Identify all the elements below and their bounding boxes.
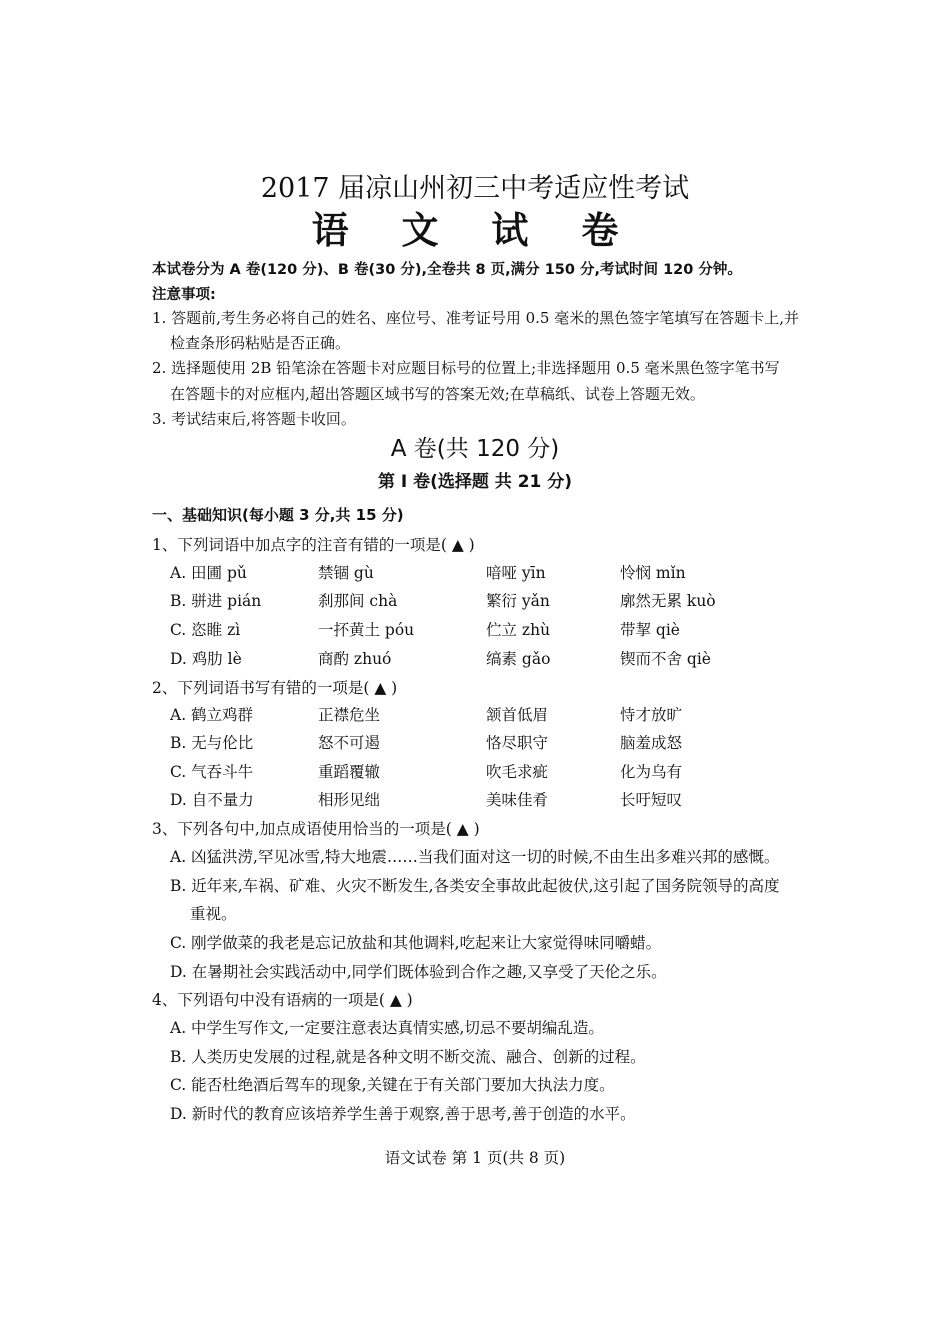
q2-c-4: 化为乌有 xyxy=(620,763,683,781)
q2-c-3: 吹毛求疵 xyxy=(486,763,549,781)
q1-c-3: 伫立 zhù xyxy=(486,621,551,639)
q2-a-1: A. 鹤立鸡群 xyxy=(170,706,254,724)
q1-a-3: 喑哑 yīn xyxy=(486,564,546,582)
q4-option-b: B. 人类历史发展的过程,就是各种文明不断交流、融合、创新的过程。 xyxy=(170,1048,646,1066)
q1-b-1: B. 骈进 pián xyxy=(170,592,262,610)
q1-b-2: 刹那间 chà xyxy=(318,592,398,610)
q2-option-row-d xyxy=(170,788,850,810)
q1-b-3: 繁衍 yǎn xyxy=(486,592,550,610)
q2-c-2: 重蹈覆辙 xyxy=(318,763,381,781)
notice-item-2: 2. 选择题使用 2B 铅笔涂在答题卡对应题目标号的位置上;非选择题用 0.5 毫米黑色签字笔书写 xyxy=(152,359,780,377)
q2-b-2: 怒不可遏 xyxy=(318,734,381,752)
q2-a-3: 颔首低眉 xyxy=(486,706,549,724)
q2-b-3: 恪尽职守 xyxy=(486,734,549,752)
question-1-stem: 1、下列词语中加点字的注音有错的一项是( ▲ ) xyxy=(152,536,475,554)
q1-option-row-d xyxy=(170,647,850,669)
part-heading: 一、基础知识(每小题 3 分,共 15 分) xyxy=(152,506,404,524)
notice-item-1: 1. 答题前,考生务必将自己的姓名、座位号、准考证号用 0.5 毫米的黑色签字笔填写在答题卡上,并 xyxy=(152,309,800,327)
q1-c-4: 带挈 qiè xyxy=(620,621,680,639)
q2-c-1: C. 气吞斗牛 xyxy=(170,763,254,781)
q3-option-d: D. 在暑期社会实践活动中,同学们既体验到合作之趣,又享受了天伦之乐。 xyxy=(170,963,667,981)
q1-d-1: D. 鸡肋 lè xyxy=(170,650,242,668)
notice-item-2-cont: 在答题卡的对应框内,超出答题区域书写的答案无效;在草稿纸、试卷上答题无效。 xyxy=(170,385,705,403)
q2-b-4: 脑羞成怒 xyxy=(620,734,683,752)
q4-option-d: D. 新时代的教育应该培养学生善于观察,善于思考,善于创造的水平。 xyxy=(170,1105,636,1123)
q2-d-3: 美味佳肴 xyxy=(486,791,549,809)
q1-a-1: A. 田圃 pǔ xyxy=(170,564,247,582)
q1-option-row-a xyxy=(170,561,850,583)
q2-b-1: B. 无与伦比 xyxy=(170,734,254,752)
q3-option-c: C. 刚学做菜的我老是忘记放盐和其他调料,吃起来让大家觉得味同嚼蜡。 xyxy=(170,934,662,952)
q2-option-row-a xyxy=(170,703,850,725)
q2-a-4: 恃才放旷 xyxy=(620,706,683,724)
q4-option-c: C. 能否杜绝酒后驾车的现象,关键在于有关部门要加大执法力度。 xyxy=(170,1076,615,1094)
q1-a-4: 怜悯 mǐn xyxy=(620,564,686,582)
q1-d-4: 锲而不舍 qiè xyxy=(620,650,711,668)
q1-option-row-b xyxy=(170,589,850,611)
section-a-title: A 卷(共 120 分) xyxy=(390,436,560,462)
q3-option-a: A. 凶猛洪涝,罕见冰雪,特大地震……当我们面对这一切的时候,不由生出多难兴邦的感慨。 xyxy=(170,848,780,866)
page-footer: 语文试卷 第 1 页(共 8 页) xyxy=(384,1149,566,1167)
q2-d-1: D. 自不量力 xyxy=(170,791,254,809)
q4-option-a: A. 中学生写作文,一定要注意表达真情实感,切忌不要胡编乱造。 xyxy=(170,1019,604,1037)
q2-d-2: 相形见绌 xyxy=(318,791,381,809)
q3-option-b: B. 近年来,车祸、矿难、火灾不断发生,各类安全事故此起彼伏,这引起了国务院领导的高度 xyxy=(170,877,780,895)
q1-d-3: 缟素 gǎo xyxy=(486,650,551,668)
q1-option-row-c xyxy=(170,618,850,640)
q1-c-1: C. 恣睢 zì xyxy=(170,621,241,639)
q3-option-b-cont: 重视。 xyxy=(190,905,237,923)
subject-title: 语 文 试 卷 xyxy=(311,209,639,252)
exam-intro: 本试卷分为 A 卷(120 分)、B 卷(30 分),全卷共 8 页,满分 150 分,考试时间 120 分钟。 xyxy=(152,262,742,278)
notice-heading: 注意事项: xyxy=(152,287,216,303)
section-a-part1: 第 I 卷(选择题 共 21 分) xyxy=(377,472,573,492)
question-2-stem: 2、下列词语书写有错的一项是( ▲ ) xyxy=(152,679,398,697)
q2-a-2: 正襟危坐 xyxy=(318,706,381,724)
q2-d-4: 长吁短叹 xyxy=(620,791,683,809)
q1-a-2: 禁锢 gù xyxy=(318,564,374,582)
q1-c-2: 一抔黄土 póu xyxy=(318,621,415,639)
q1-d-2: 商酌 zhuó xyxy=(318,650,392,668)
notice-item-3: 3. 考试结束后,将答题卡收回。 xyxy=(152,410,356,428)
question-4-stem: 4、下列语句中没有语病的一项是( ▲ ) xyxy=(152,991,413,1009)
notice-item-1-cont: 检查条形码粘贴是否正确。 xyxy=(170,334,351,352)
q2-option-row-b xyxy=(170,731,850,753)
exam-title: 2017 届凉山州初三中考适应性考试 xyxy=(260,173,690,204)
q1-b-4: 廓然无累 kuò xyxy=(620,592,716,610)
q2-option-row-c xyxy=(170,760,850,782)
question-3-stem: 3、下列各句中,加点成语使用恰当的一项是( ▲ ) xyxy=(152,820,480,838)
